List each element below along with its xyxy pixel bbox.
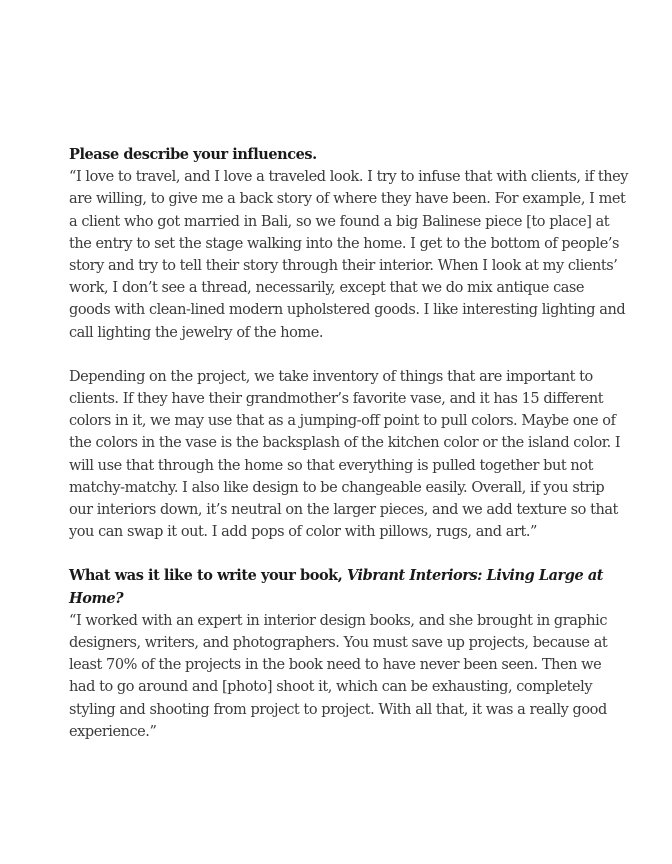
question-influences: Please describe your influences. (69, 146, 317, 163)
answer-influences-paragraph-2: Depending on the project, we take inventory of things that are important to clients. If they have their grandmother’s favorite vase, and it has 15 different colors in it, we may use that as a jumping-off point to pull colors. Maybe one of the colors in the vase is the backsplash of the kitchen color or the island color. I will use that through the home so that everything is pulled together but not matchy-matchy. I also like design to be changeable easily. Overall, if you strip our interiors down, it’s neutral on the larger pieces, and we add texture so that you can swap it out. I add pops of color with pillows, rugs, and art.” (69, 368, 621, 541)
question-book (69, 565, 629, 609)
influences-section (69, 144, 629, 543)
question-book-prefix: What was it like to write your book, (69, 567, 347, 585)
section-spacer (69, 543, 629, 565)
answer-influences-paragraph-1: “I love to travel, and I love a traveled look. I try to infuse that with clients, if they are willing, to give me a back story of where they have been. For example, I met a client who got married in Bali, so we found a big Balinese piece [to place] at the entry to set the stage walking into the home. I get to the bottom of people’s story and try to tell their story through their interior. When I look at my clients’ work, I don’t see a thread, necessarily, except that we do mix antique case goods with clean-lined modern upholstered goods. I like interesting lighting and call lighting the jewelry of the home. (69, 169, 629, 341)
paragraph-spacer (69, 344, 629, 366)
article-body (69, 144, 629, 743)
book-section (69, 565, 629, 743)
answer-book-paragraph-1: “I worked with an expert in interior design books, and she brought in graphic designers, writers, and photographers. You must save up projects, because at least 70% of the projects in the book need to have never been seen. Then we had to go around and [photo] shoot it, which can be exhausting, completely styling and shooting from project to project. With all that, it was a really good experience.” (69, 612, 608, 740)
book-title: Vibrant Interiors: Living Large at Home? (69, 567, 604, 607)
